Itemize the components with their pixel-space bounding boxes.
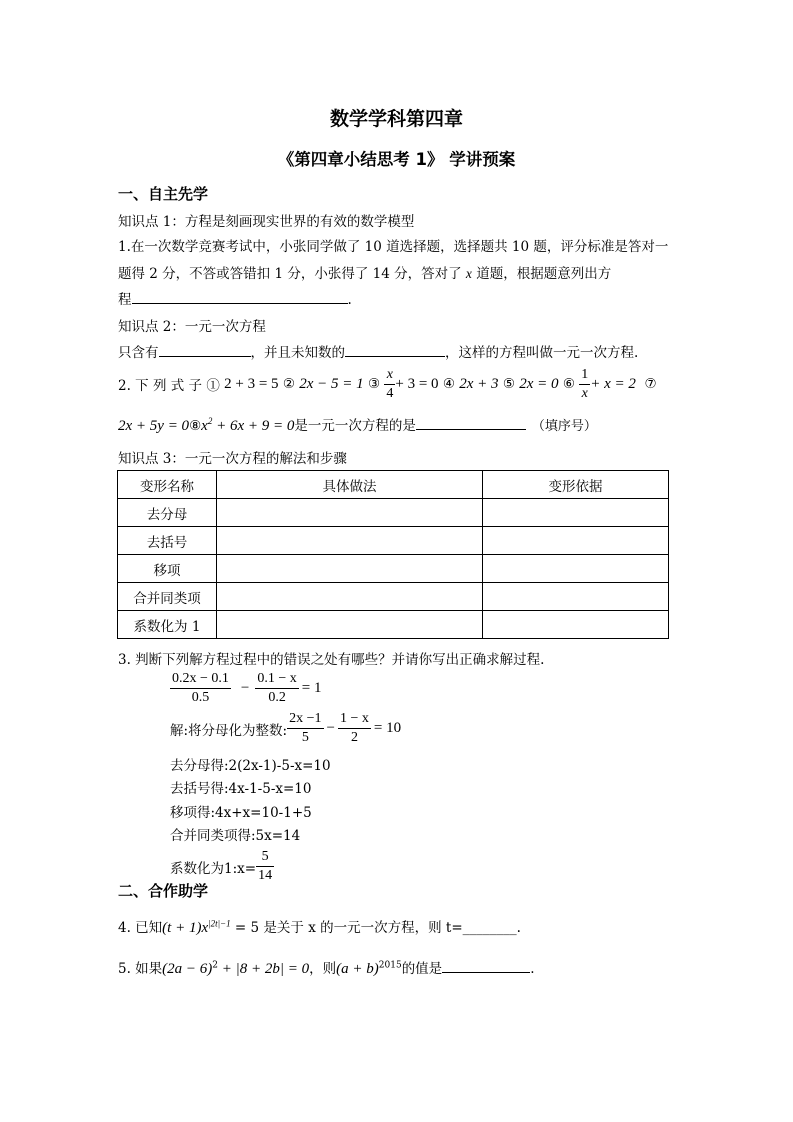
question-1-variable: x bbox=[465, 266, 472, 281]
table-cell-method[interactable] bbox=[217, 527, 483, 555]
expr-1: 2 + 3 = 5 bbox=[224, 375, 279, 392]
expr-2: 2x − 5 = 1 bbox=[299, 375, 364, 392]
question-1-text-c: 程 bbox=[118, 292, 132, 308]
step-1-minus: − bbox=[326, 720, 335, 736]
marker-5: ⑤ bbox=[502, 376, 515, 392]
step-1-fraction-1-den: 5 bbox=[301, 730, 309, 745]
table-row bbox=[118, 527, 669, 555]
page-title: 数学学科第四章 bbox=[329, 108, 463, 130]
definition-text-a: 只含有 bbox=[118, 345, 159, 361]
table-header-cell: 变形依据 bbox=[483, 471, 669, 499]
equation-fraction-1 bbox=[170, 670, 231, 707]
marker-3: ③ bbox=[367, 376, 381, 392]
question-5-connector: ，则 bbox=[309, 961, 337, 977]
expr-8-exponent: 2 bbox=[207, 416, 213, 426]
definition-text-c: ，这样的方程叫做一元一次方程. bbox=[445, 345, 639, 361]
expr-6-numerator: 1 bbox=[579, 366, 590, 385]
definition-text-b: ，并且未知数的 bbox=[250, 345, 345, 361]
table-row-label: 去分母 bbox=[118, 499, 217, 527]
question-5-answer-blank[interactable] bbox=[442, 958, 530, 973]
marker-6: ⑥ bbox=[562, 376, 575, 392]
step-6-fraction-den: 14 bbox=[258, 868, 273, 883]
question-2-line-2 bbox=[118, 414, 597, 435]
question-5-end: . bbox=[530, 961, 535, 977]
question-4-exponent: |2t|−1 bbox=[208, 918, 231, 929]
solution-step-2: 去分母得:2(2x-1)-5-x=10 bbox=[170, 758, 331, 774]
table-cell-basis[interactable] bbox=[483, 555, 669, 583]
question-1-text-b: 道题，根据题意列出方 bbox=[471, 266, 612, 282]
page-subtitle: 《第四章小结思考 1》 学讲预案 bbox=[277, 150, 516, 169]
question-1-line-2 bbox=[118, 262, 611, 282]
expr-8 bbox=[201, 418, 294, 434]
question-5-power: 2015 bbox=[378, 960, 402, 971]
equation-fraction-2-num: 0.1 − x bbox=[255, 670, 298, 689]
question-4-expression: (t + 1)x bbox=[162, 920, 209, 936]
solution-step-1 bbox=[170, 710, 401, 747]
solution-step-4: 移项得:4x+x=10-1+5 bbox=[170, 805, 312, 821]
table-cell-basis[interactable] bbox=[483, 611, 669, 639]
expr-4: 2x + 3 bbox=[459, 375, 499, 392]
step-1-fraction-2-num: 1 − x bbox=[338, 710, 371, 729]
question-1-answer-blank[interactable] bbox=[132, 289, 348, 304]
expr-3-denominator: 4 bbox=[386, 385, 394, 401]
question-5-expression-2: + |8 + 2b| = 0 bbox=[218, 961, 310, 977]
question-2-lead: 2. 下 列 式 子 ① bbox=[118, 378, 220, 394]
steps-table bbox=[117, 470, 669, 639]
step-1-fraction-2-den: 2 bbox=[350, 730, 358, 745]
table-cell-method[interactable] bbox=[217, 611, 483, 639]
expr-3-fraction bbox=[384, 366, 395, 403]
equation-fraction-1-den: 0.5 bbox=[191, 690, 210, 705]
equation-minus: − bbox=[240, 680, 250, 696]
table-row bbox=[118, 555, 669, 583]
question-5-tail: 的值是 bbox=[401, 961, 443, 977]
table-row bbox=[118, 583, 669, 611]
question-3-equation bbox=[170, 670, 322, 707]
step-1-fraction-2 bbox=[338, 710, 371, 747]
question-5-expression-1: (2a − 6) bbox=[162, 961, 213, 977]
expr-3: + 3 = 0 bbox=[395, 375, 439, 392]
table-header-cell: 变形名称 bbox=[118, 471, 217, 499]
knowledge-point-3: 知识点 3：一元一次方程的解法和步骤 bbox=[118, 451, 347, 467]
knowledge-point-2: 知识点 2：一元一次方程 bbox=[118, 319, 266, 335]
table-header-cell: 具体做法 bbox=[217, 471, 483, 499]
question-2-hint: （填序号） bbox=[531, 419, 597, 434]
marker-4: ④ bbox=[442, 376, 455, 392]
table-header-row bbox=[118, 471, 669, 499]
question-1-end: . bbox=[347, 292, 352, 308]
question-1-line-3 bbox=[118, 288, 352, 308]
table-cell-basis[interactable] bbox=[483, 499, 669, 527]
table-cell-method[interactable] bbox=[217, 499, 483, 527]
marker-7: ⑦ bbox=[644, 376, 657, 392]
solution-step-6-label: 系数化为1:x= bbox=[170, 860, 257, 877]
question-5 bbox=[118, 957, 534, 978]
question-4-lead: 4. 已知 bbox=[118, 920, 163, 936]
question-2-answer-blank[interactable] bbox=[416, 415, 526, 430]
question-4 bbox=[118, 916, 521, 937]
definition-line bbox=[118, 341, 638, 361]
section-heading-cooperative: 二、合作助学 bbox=[118, 882, 209, 900]
solution-step-3: 去括号得:4x-1-5-x=10 bbox=[170, 781, 312, 797]
equation-rhs: = 1 bbox=[301, 680, 322, 696]
expr-6: + x = 2 bbox=[590, 375, 636, 392]
equation-fraction-2-den: 0.2 bbox=[268, 690, 286, 705]
question-3-prompt: 3. 判断下列解方程过程中的错误之处有哪些？并请你写出正确求解过程. bbox=[118, 652, 545, 668]
expr-3-numerator: x bbox=[384, 366, 395, 385]
table-cell-method[interactable] bbox=[217, 555, 483, 583]
equation-fraction-2 bbox=[255, 670, 298, 707]
table-row-label: 系数化为 1 bbox=[118, 611, 217, 639]
question-1-text-a: 题得 2 分，不答或答错扣 1 分，小张得了 14 分，答对了 bbox=[118, 266, 466, 282]
table-row bbox=[118, 611, 669, 639]
table-row bbox=[118, 499, 669, 527]
expr-8-base: x bbox=[201, 418, 208, 434]
step-6-fraction bbox=[256, 848, 274, 885]
table-cell-basis[interactable] bbox=[483, 527, 669, 555]
expr-6-denominator: x bbox=[581, 385, 588, 401]
question-1-line-1: 1.在一次数学竞赛考试中，小张同学做了 10 道选择题，选择题共 10 题，评分标准是答对一 bbox=[118, 239, 669, 255]
question-5-lead: 5. 如果 bbox=[118, 961, 163, 977]
question-2-line-1 bbox=[118, 364, 657, 404]
expr-8-rest: + 6x + 9 = 0 bbox=[212, 418, 295, 434]
marker-8: ⑧ bbox=[189, 418, 202, 434]
expr-7: 2x + 5y = 0 bbox=[118, 418, 190, 434]
solution-step-1-label: 解:将分母化为整数: bbox=[170, 722, 288, 739]
table-row-label: 合并同类项 bbox=[118, 583, 217, 611]
step-1-fraction-1-num: 2x −1 bbox=[287, 710, 323, 729]
knowledge-point-1: 知识点 1：方程是刻画现实世界的有效的数学模型 bbox=[118, 214, 415, 230]
expr-6-fraction bbox=[579, 366, 590, 403]
definition-blank-2[interactable] bbox=[345, 342, 445, 357]
step-1-fraction-1 bbox=[287, 710, 323, 747]
step-1-rhs: = 10 bbox=[373, 720, 402, 736]
table-row-label: 去括号 bbox=[118, 527, 217, 555]
definition-blank-1[interactable] bbox=[159, 342, 251, 357]
step-6-fraction-num: 5 bbox=[256, 848, 274, 867]
equation-fraction-1-num: 0.2x − 0.1 bbox=[170, 670, 231, 689]
solution-step-5: 合并同类项得:5x=14 bbox=[170, 828, 301, 844]
table-cell-method[interactable] bbox=[217, 583, 483, 611]
marker-2: ② bbox=[282, 376, 295, 392]
question-5-square: 2 bbox=[212, 960, 219, 971]
question-2-tail: 是一元一次方程的是 bbox=[294, 418, 416, 434]
table-cell-basis[interactable] bbox=[483, 583, 669, 611]
table-row-label: 移项 bbox=[118, 555, 217, 583]
question-4-tail: = 5 是关于 x 的一元一次方程，则 t=________. bbox=[230, 920, 521, 936]
expr-5: 2x = 0 bbox=[519, 375, 559, 392]
question-5-expression-3: (a + b) bbox=[336, 961, 379, 977]
section-heading-self-study: 一、自主先学 bbox=[118, 185, 209, 203]
